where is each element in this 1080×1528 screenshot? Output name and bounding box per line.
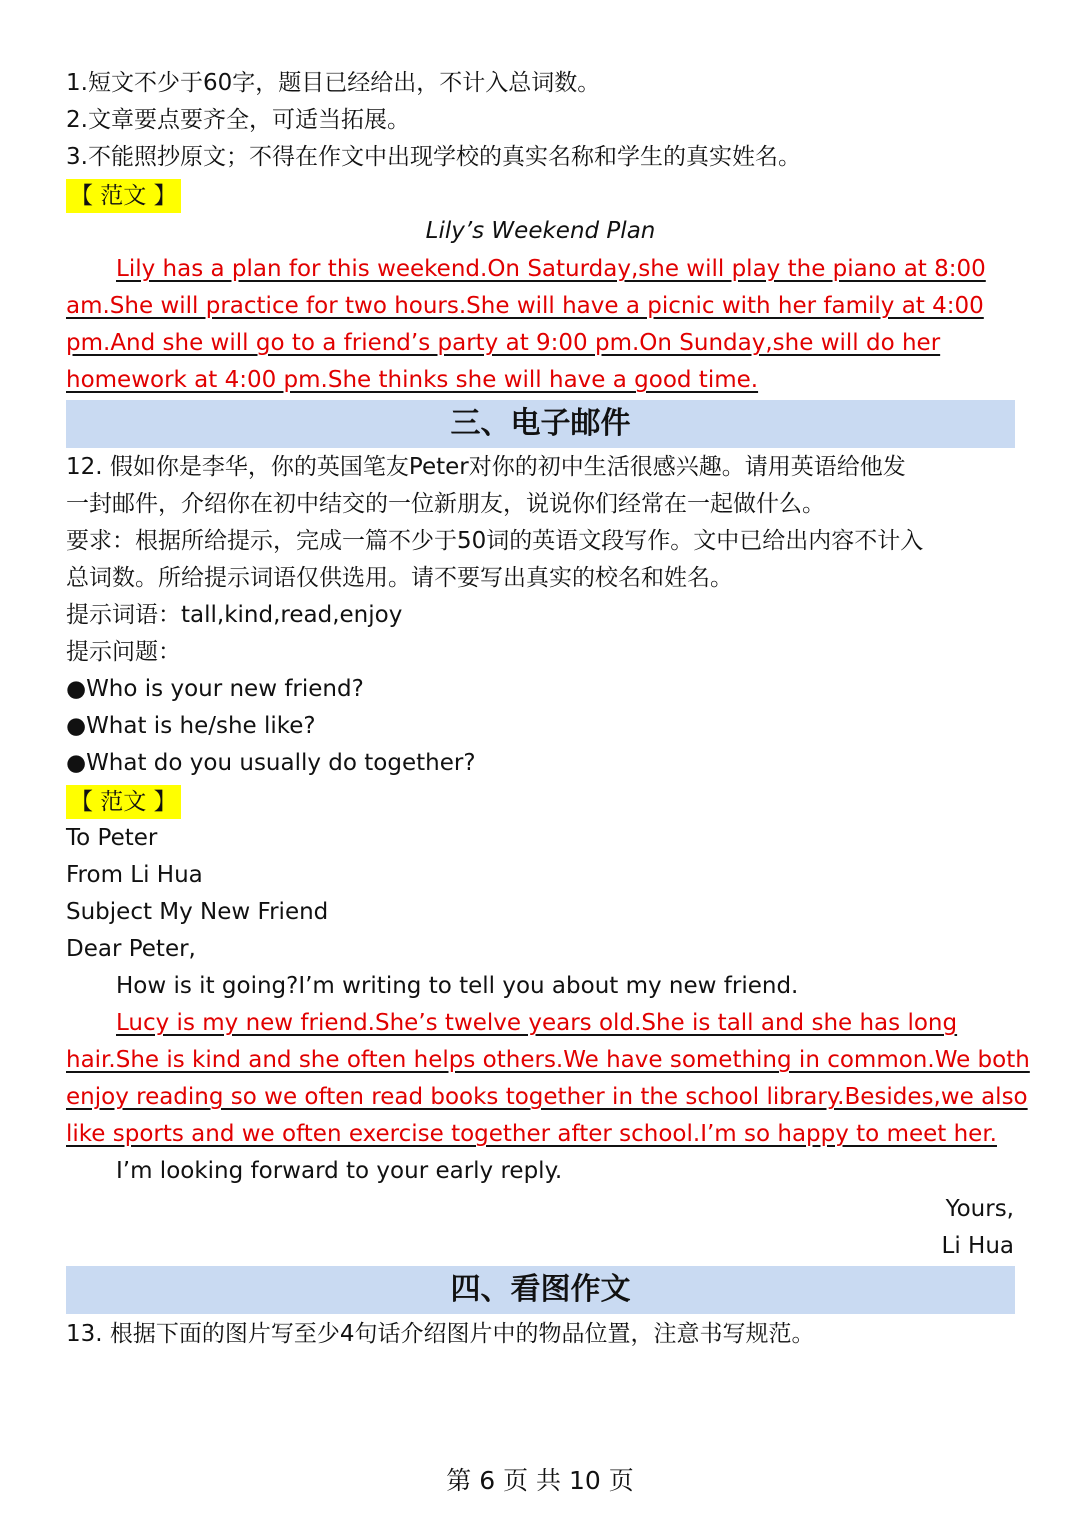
rule-3: 3.不能照抄原文；不得在作文中出现学校的真实名称和学生的真实姓名。 — [66, 144, 801, 170]
hint-words: 提示词语：tall,kind,read,enjoy — [66, 602, 403, 628]
page-number: 第 6 页 共 10 页 — [446, 1466, 634, 1495]
sample-email-tag: 【 范文 】 — [66, 785, 181, 819]
essay-line-4: homework at 4:00 pm.She thinks she will have a good time. — [66, 367, 759, 393]
question-13: 13. 根据下面的图片写至少4句话介绍图片中的物品位置，注意书写规范。 — [66, 1321, 815, 1347]
essay-line-1: Lily has a plan for this weekend.On Saturday,she will play the piano at 8:00 — [116, 256, 986, 282]
essay-line-2: am.She will practice for two hours.She will have a picnic with her family at 4:00 — [66, 293, 984, 319]
email-from: From Li Hua — [66, 862, 203, 888]
requirement-line-2: 总词数。所给提示词语仅供选用。请不要写出真实的校名和姓名。 — [66, 565, 733, 591]
hint-question-3: ●What do you usually do together? — [66, 750, 476, 776]
question-12-line-2: 一封邮件，介绍你在初中结交的一位新朋友，说说你们经常在一起做什么。 — [66, 491, 825, 517]
email-body-line-2: hair.She is kind and she often helps others.We have something in common.We both — [66, 1047, 1030, 1073]
section-heading-email: 三、电子邮件 — [66, 400, 1015, 448]
email-closing: I’m looking forward to your early reply. — [116, 1158, 563, 1184]
email-body-line-4: like sports and we often exercise together after school.I’m so happy to meet her. — [66, 1121, 997, 1147]
rule-1: 1.短文不少于60字，题目已经给出，不计入总词数。 — [66, 70, 601, 96]
email-subject: Subject My New Friend — [66, 899, 329, 925]
email-signature: Li Hua — [941, 1233, 1014, 1259]
hint-question-1: ●Who is your new friend? — [66, 676, 364, 702]
essay-line-3: pm.And she will go to a friend’s party at 9:00 pm.On Sunday,she will do her — [66, 330, 941, 356]
hint-questions-label: 提示问题： — [66, 639, 181, 665]
section-heading-picture-writing: 四、看图作文 — [66, 1266, 1015, 1314]
email-greeting: Dear Peter, — [66, 936, 196, 962]
email-sign-off: Yours, — [945, 1196, 1014, 1222]
email-opening: How is it going?I’m writing to tell you about my new friend. — [116, 973, 799, 999]
email-body-line-1: Lucy is my new friend.She’s twelve years old.She is tall and she has long — [116, 1010, 958, 1036]
email-to: To Peter — [66, 825, 158, 851]
email-body-line-3: enjoy reading so we often read books together in the school library.Besides,we also — [66, 1084, 1028, 1110]
hint-question-2: ●What is he/she like? — [66, 713, 316, 739]
rule-2: 2.文章要点要齐全，可适当拓展。 — [66, 107, 410, 133]
essay-title: Lily’s Weekend Plan — [425, 218, 656, 244]
requirement-line-1: 要求：根据所给提示，完成一篇不少于50词的英语文段写作。文中已给出内容不计入 — [66, 528, 924, 554]
question-12-line-1: 12. 假如你是李华，你的英国笔友Peter对你的初中生活很感兴趣。请用英语给他发 — [66, 454, 906, 480]
sample-essay-tag: 【 范文 】 — [66, 179, 181, 213]
